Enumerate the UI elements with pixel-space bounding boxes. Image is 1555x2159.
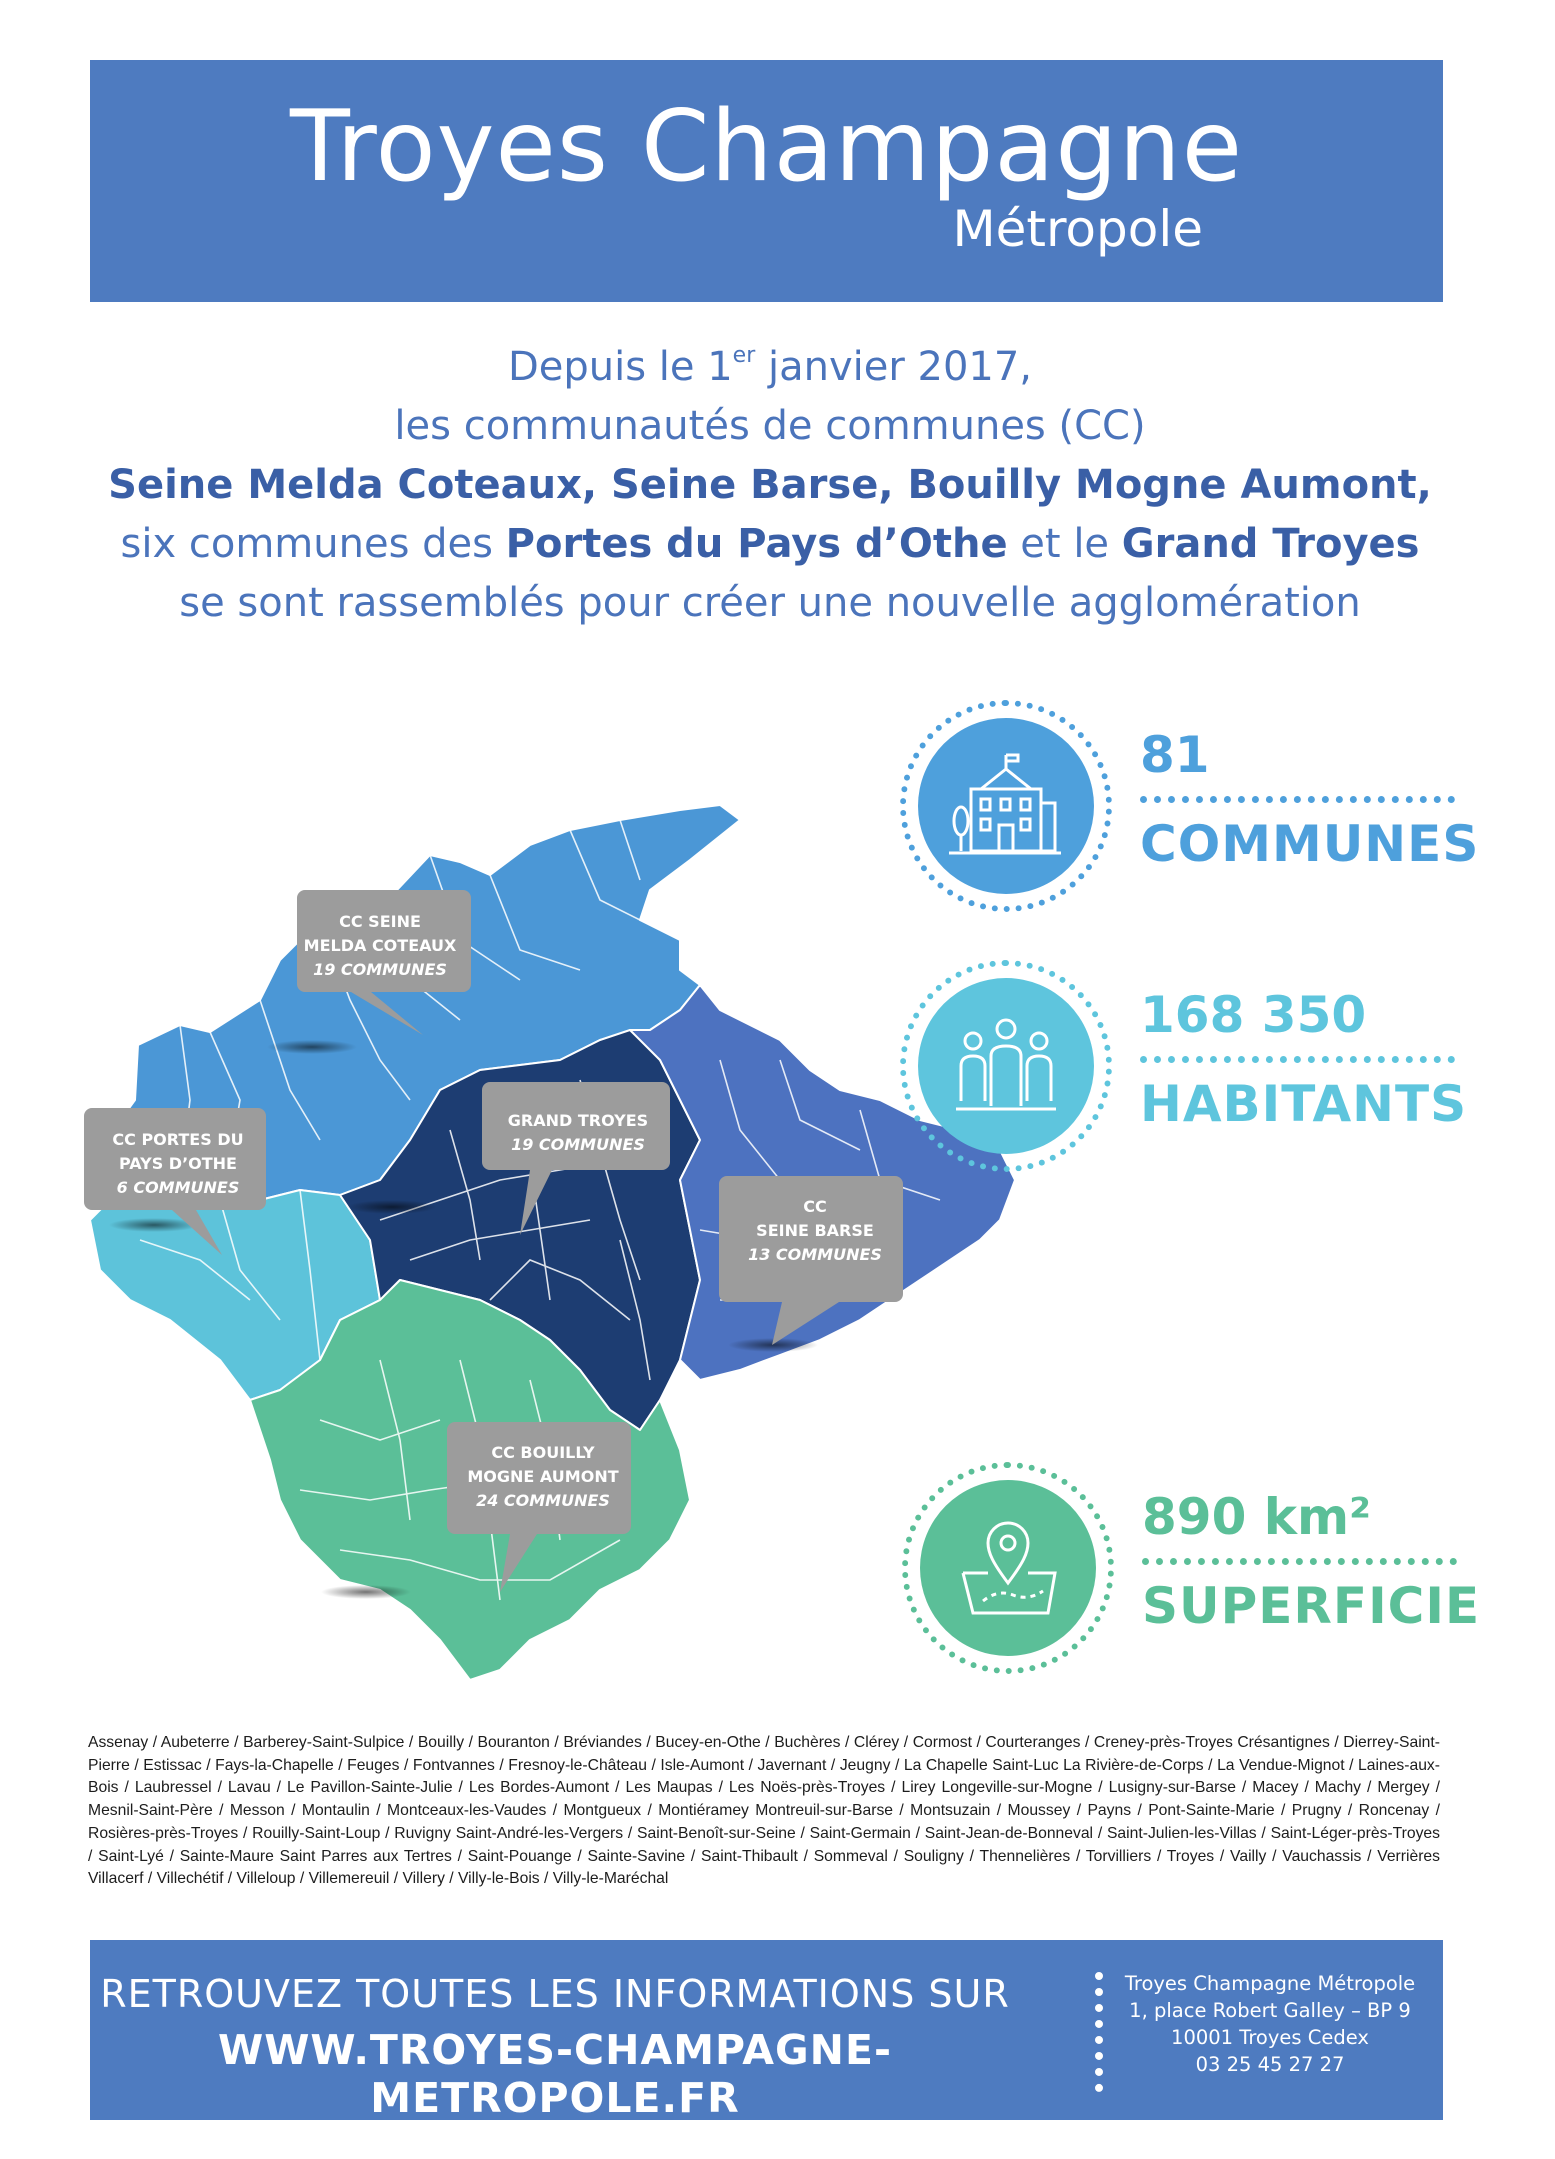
stat-value: 81 <box>1140 726 1210 784</box>
intro-line-2: les communautés de communes (CC) <box>394 403 1146 449</box>
label-smc-line2: MELDA COTEAUX <box>303 936 457 955</box>
footer-tagline: RETROUVEZ TOUTES LES INFORMATIONS SUR <box>100 1972 1010 2016</box>
intro-line-1: Depuis le 1er janvier 2017, <box>507 343 1033 390</box>
intro-line-4: six communes des Portes du Pays d’Othe et le Grand Troyes <box>120 521 1420 567</box>
people-icon <box>918 978 1094 1154</box>
stat-divider <box>1140 1056 1455 1063</box>
footer-banner <box>90 1940 1443 2120</box>
label-bma-line2: MOGNE AUMONT <box>467 1467 619 1486</box>
label-sb-line3: 13 COMMUNES <box>748 1245 882 1264</box>
communes-list: Assenay / Aubeterre / Barberey-Saint-Sulpice / Bouilly / Bouranton / Bréviandes / Bucey-en-Othe / Buchères / Clérey / Cormost / Courteranges / Creney-près-Troyes Crésantignes / Dierrey-Saint-Pierre / Estissac / Fays-la-Chapelle / Feuges / Fontvannes / Fresnoy-le-Château / Isle-Aumont / Javernant / Jeugny / La Chapelle Saint-Luc La Rivière-de-Corps / La Vendue-Mignot / Laines-aux-Bois / Laubressel / Lavau / Le Pavillon-Sainte-Julie / Les Bordes-Aumont / Les Maupas / Les Noës-près-Troyes / Lirey Longeville-sur-Mogne / Lusigny-sur-Barse / Macey / Machy / Mergey / Mesnil-Saint-Père / Messon / Montaulin / Montceaux-les-Vaudes / Montgueux / Montiéramey Montreuil-sur-Barse / Montsuzain / Moussey / Payns / Pont-Sainte-Marie / Prugny / Roncenay / Rosières-près-Troyes / Rouilly-Saint-Loup / Ruvigny Saint-André-les-Vergers / Saint-Benoît-sur-Seine / Saint-Germain / Saint-Jean-de-Bonneval / Saint-Julien-les-Villas / Saint-Léger-près-Troyes / Saint-Lyé / Sainte-Maure Saint Parres aux Tertres / Saint-Pouange / Sainte-Savine / Saint-Thibault / Sommeval / Souligny / Thennelières / Torvilliers / Troyes / Vailly / Vauchassis / Verrières Villacerf / Villechétif / Villeloup / Villemereuil / Villery / Villy-le-Bois / Villy-le-Maréchal <box>88 1734 1440 1888</box>
header-banner <box>90 60 1443 302</box>
label-ppo-line1: CC PORTES DU <box>112 1130 244 1149</box>
stat-label: HABITANTS <box>1140 1075 1468 1133</box>
label-gt-line2: 19 COMMUNES <box>511 1135 645 1154</box>
label-sb-line1: CC <box>803 1197 827 1216</box>
address-name: Troyes Champagne Métropole <box>1124 1972 1416 1995</box>
label-smc-line3: 19 COMMUNES <box>313 960 447 979</box>
label-ppo-line3: 6 COMMUNES <box>116 1178 240 1197</box>
address-phone[interactable]: 03 25 45 27 27 <box>1195 2053 1345 2076</box>
town-hall-icon <box>918 718 1094 894</box>
footer-divider <box>1095 1972 1103 2092</box>
intro-text <box>60 338 1480 633</box>
website-link[interactable]: WWW.TROYES-CHAMPAGNE-METROPOLE.FR <box>217 2026 893 2122</box>
stat-divider <box>1140 796 1455 803</box>
stat-value: 890 km² <box>1142 1488 1372 1546</box>
address-city: 10001 Troyes Cedex <box>1171 2026 1369 2049</box>
label-smc-line1: CC SEINE <box>339 912 421 931</box>
stat-label: COMMUNES <box>1140 815 1480 873</box>
page-title: Troyes Champagne <box>290 90 1243 204</box>
label-bma-line1: CC BOUILLY <box>491 1443 595 1462</box>
intro-line-5: se sont rassemblés pour créer une nouvelle agglomération <box>179 580 1361 626</box>
map-pin-icon <box>920 1480 1096 1656</box>
label-bma-line3: 24 COMMUNES <box>476 1491 610 1510</box>
stat-label: SUPERFICIE <box>1142 1577 1481 1635</box>
label-gt-line1: GRAND TROYES <box>507 1111 649 1130</box>
stat-value: 168 350 <box>1140 986 1367 1044</box>
address-street: 1, place Robert Galley – BP 9 <box>1129 1999 1411 2022</box>
page-subtitle: Métropole <box>952 200 1203 258</box>
label-ppo-line2: PAYS D’OTHE <box>119 1154 237 1173</box>
label-sb-line2: SEINE BARSE <box>756 1221 874 1240</box>
intro-line-3: Seine Melda Coteaux, Seine Barse, Bouilly Mogne Aumont, <box>108 462 1432 508</box>
stat-divider <box>1142 1558 1457 1565</box>
territory-map <box>80 800 1040 1700</box>
footer-address <box>1120 1970 1420 2078</box>
